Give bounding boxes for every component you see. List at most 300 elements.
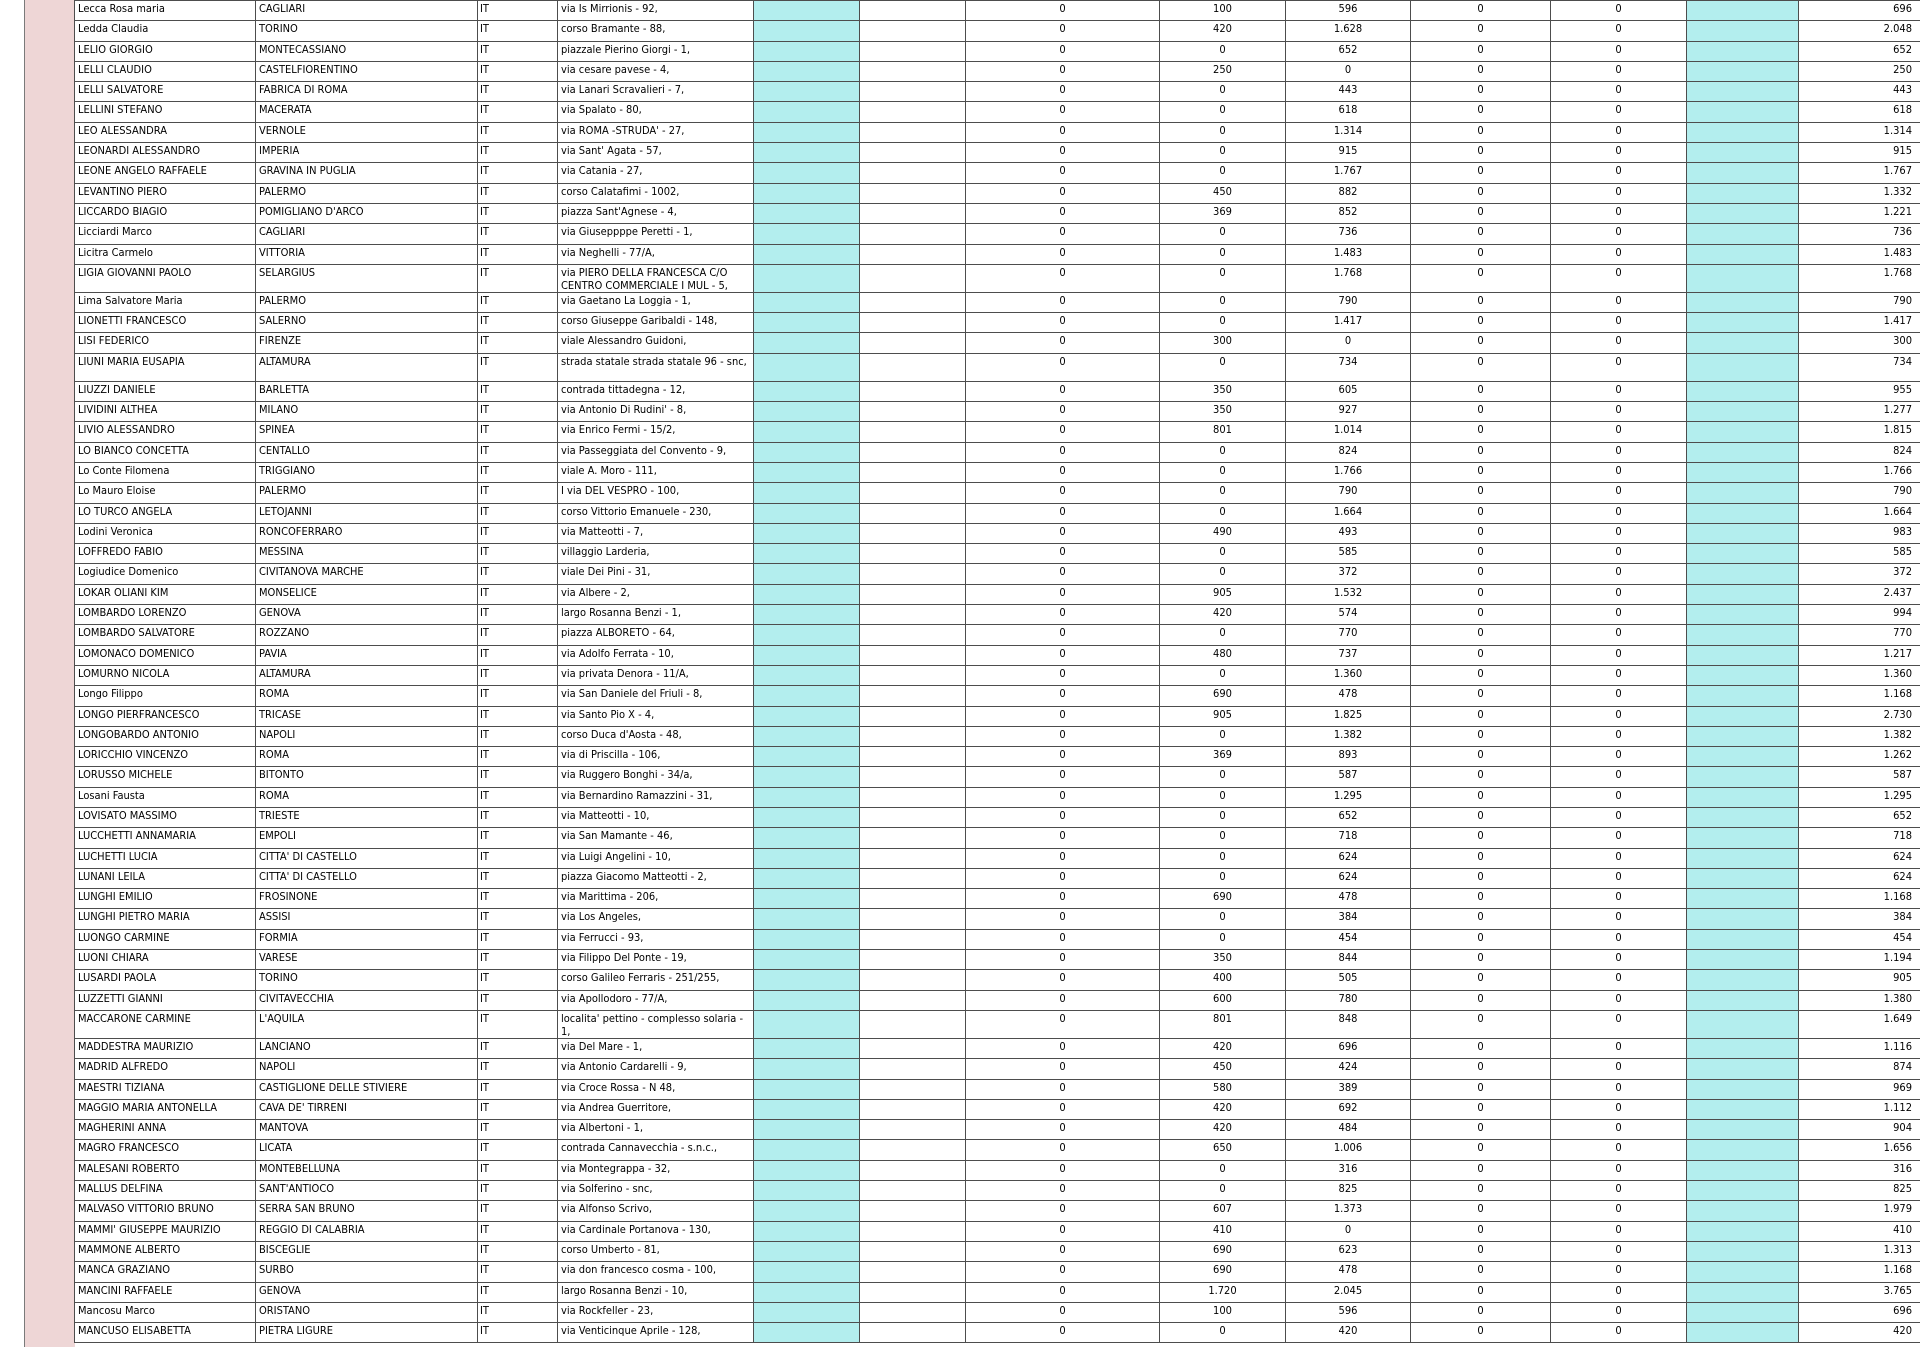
empty-cell	[860, 1302, 966, 1322]
address-cell: piazza Giacomo Matteotti - 2,	[558, 868, 754, 888]
city-cell: CIVITAVECCHIA	[256, 990, 478, 1010]
empty-cell	[860, 333, 966, 353]
highlight-cell	[754, 1282, 860, 1302]
city-cell: SERRA SAN BRUNO	[256, 1201, 478, 1221]
country-cell: IT	[478, 868, 558, 888]
city-cell: BISCEGLIE	[256, 1241, 478, 1261]
value-cell: 0	[1286, 61, 1411, 81]
total-cell: 250	[1799, 61, 1920, 81]
value-cell: 0	[1411, 909, 1551, 929]
country-cell: IT	[478, 402, 558, 422]
name-cell: LUONGO CARMINE	[75, 929, 256, 949]
total-cell: 1.979	[1799, 1201, 1920, 1221]
highlight-cell	[754, 1302, 860, 1322]
total-cell: 2.730	[1799, 706, 1920, 726]
total-cell: 734	[1799, 353, 1920, 381]
country-cell: IT	[478, 1059, 558, 1079]
value-cell: 0	[1411, 970, 1551, 990]
highlight-cell	[1687, 848, 1799, 868]
empty-cell	[860, 523, 966, 543]
name-cell: LUCHETTI LUCIA	[75, 848, 256, 868]
country-cell: IT	[478, 564, 558, 584]
value-cell: 0	[1160, 868, 1286, 888]
empty-cell	[860, 1099, 966, 1119]
name-cell: Licciardi Marco	[75, 224, 256, 244]
highlight-cell	[754, 706, 860, 726]
value-cell: 1.314	[1286, 122, 1411, 142]
value-cell: 100	[1160, 1, 1286, 21]
highlight-cell	[754, 313, 860, 333]
value-cell: 0	[1411, 1010, 1551, 1038]
value-cell: 915	[1286, 143, 1411, 163]
city-cell: SURBO	[256, 1262, 478, 1282]
empty-cell	[860, 807, 966, 827]
city-cell: SELARGIUS	[256, 264, 478, 292]
name-cell: LOMONACO DOMENICO	[75, 645, 256, 665]
total-cell: 1.221	[1799, 203, 1920, 223]
address-cell: corso Bramante - 88,	[558, 21, 754, 41]
city-cell: ALTAMURA	[256, 665, 478, 685]
name-cell: LIVIO ALESSANDRO	[75, 422, 256, 442]
value-cell: 372	[1286, 564, 1411, 584]
name-cell: MADDESTRA MAURIZIO	[75, 1038, 256, 1058]
name-cell: MAESTRI TIZIANA	[75, 1079, 256, 1099]
highlight-cell	[1687, 122, 1799, 142]
city-cell: FABRICA DI ROMA	[256, 82, 478, 102]
empty-cell	[860, 203, 966, 223]
highlight-cell	[754, 686, 860, 706]
highlight-cell	[754, 1059, 860, 1079]
country-cell: IT	[478, 807, 558, 827]
city-cell: FROSINONE	[256, 889, 478, 909]
name-cell: MAMMI' GIUSEPPE MAURIZIO	[75, 1221, 256, 1241]
value-cell: 790	[1286, 292, 1411, 312]
value-cell: 0	[1551, 1160, 1687, 1180]
address-cell: via privata Denora - 11/A,	[558, 665, 754, 685]
highlight-cell	[1687, 1140, 1799, 1160]
city-cell: REGGIO DI CALABRIA	[256, 1221, 478, 1241]
total-cell: 1.168	[1799, 1262, 1920, 1282]
empty-cell	[860, 1120, 966, 1140]
value-cell: 0	[1551, 82, 1687, 102]
country-cell: IT	[478, 1302, 558, 1322]
value-cell: 0	[1551, 848, 1687, 868]
total-cell: 825	[1799, 1181, 1920, 1201]
highlight-cell	[754, 1010, 860, 1038]
address-cell: I via DEL VESPRO - 100,	[558, 483, 754, 503]
table-row	[75, 645, 1920, 665]
highlight-cell	[754, 442, 860, 462]
value-cell: 600	[1160, 990, 1286, 1010]
value-cell: 0	[966, 1323, 1160, 1343]
name-cell: LO BIANCO CONCETTA	[75, 442, 256, 462]
value-cell: 0	[1160, 264, 1286, 292]
city-cell: CAVA DE' TIRRENI	[256, 1099, 478, 1119]
value-cell: 737	[1286, 645, 1411, 665]
value-cell: 0	[966, 82, 1160, 102]
value-cell: 0	[1411, 1059, 1551, 1079]
total-cell: 1.815	[1799, 422, 1920, 442]
address-cell: via PIERO DELLA FRANCESCA C/O CENTRO COMMERCIALE I MUL - 5,	[558, 264, 754, 292]
value-cell: 825	[1286, 1181, 1411, 1201]
value-cell: 0	[1551, 970, 1687, 990]
empty-cell	[860, 1010, 966, 1038]
value-cell: 0	[966, 1079, 1160, 1099]
address-cell: via don francesco cosma - 100,	[558, 1262, 754, 1282]
empty-cell	[860, 1282, 966, 1302]
value-cell: 0	[1411, 868, 1551, 888]
value-cell: 0	[1160, 564, 1286, 584]
address-cell: piazza ALBORETO - 64,	[558, 625, 754, 645]
value-cell: 0	[1411, 767, 1551, 787]
value-cell: 300	[1160, 333, 1286, 353]
highlight-cell	[1687, 381, 1799, 401]
value-cell: 0	[1411, 807, 1551, 827]
highlight-cell	[1687, 706, 1799, 726]
city-cell: VERNOLE	[256, 122, 478, 142]
table-row	[75, 584, 1920, 604]
country-cell: IT	[478, 1038, 558, 1058]
city-cell: POMIGLIANO D'ARCO	[256, 203, 478, 223]
value-cell: 0	[1286, 1221, 1411, 1241]
total-cell: 1.217	[1799, 645, 1920, 665]
country-cell: IT	[478, 163, 558, 183]
value-cell: 100	[1160, 1302, 1286, 1322]
value-cell: 0	[1551, 807, 1687, 827]
table-row	[75, 828, 1920, 848]
value-cell: 0	[1551, 313, 1687, 333]
highlight-cell	[754, 1221, 860, 1241]
empty-cell	[860, 313, 966, 333]
table-row	[75, 950, 1920, 970]
value-cell: 0	[966, 264, 1160, 292]
value-cell: 505	[1286, 970, 1411, 990]
value-cell: 0	[966, 61, 1160, 81]
highlight-cell	[1687, 584, 1799, 604]
empty-cell	[860, 264, 966, 292]
total-cell: 1.417	[1799, 313, 1920, 333]
city-cell: TORINO	[256, 970, 478, 990]
value-cell: 652	[1286, 807, 1411, 827]
value-cell: 0	[1411, 122, 1551, 142]
value-cell: 790	[1286, 483, 1411, 503]
value-cell: 0	[1160, 828, 1286, 848]
highlight-cell	[754, 645, 860, 665]
total-cell: 300	[1799, 333, 1920, 353]
value-cell: 0	[966, 828, 1160, 848]
value-cell: 0	[1551, 1099, 1687, 1119]
empty-cell	[860, 143, 966, 163]
country-cell: IT	[478, 1241, 558, 1261]
value-cell: 0	[1551, 1221, 1687, 1241]
total-cell: 1.767	[1799, 163, 1920, 183]
country-cell: IT	[478, 203, 558, 223]
name-cell: LIUZZI DANIELE	[75, 381, 256, 401]
name-cell: LORUSSO MICHELE	[75, 767, 256, 787]
value-cell: 0	[1551, 909, 1687, 929]
value-cell: 0	[1411, 1038, 1551, 1058]
city-cell: MACERATA	[256, 102, 478, 122]
value-cell: 0	[1411, 102, 1551, 122]
table-row	[75, 1140, 1920, 1160]
empty-cell	[860, 1140, 966, 1160]
value-cell: 2.045	[1286, 1282, 1411, 1302]
empty-cell	[860, 929, 966, 949]
address-cell: via cesare pavese - 4,	[558, 61, 754, 81]
value-cell: 0	[1411, 462, 1551, 482]
country-cell: IT	[478, 224, 558, 244]
address-cell: strada statale strada statale 96 - snc,	[558, 353, 754, 381]
city-cell: NAPOLI	[256, 1059, 478, 1079]
empty-cell	[860, 1323, 966, 1343]
value-cell: 0	[1551, 787, 1687, 807]
total-cell: 994	[1799, 605, 1920, 625]
address-cell: corso Duca d'Aosta - 48,	[558, 726, 754, 746]
name-cell: LISI FEDERICO	[75, 333, 256, 353]
value-cell: 0	[966, 1140, 1160, 1160]
value-cell: 0	[1411, 564, 1551, 584]
name-cell: Logiudice Domenico	[75, 564, 256, 584]
value-cell: 478	[1286, 686, 1411, 706]
city-cell: CAGLIARI	[256, 224, 478, 244]
highlight-cell	[754, 224, 860, 244]
value-cell: 1.767	[1286, 163, 1411, 183]
name-cell: MAGRO FRANCESCO	[75, 1140, 256, 1160]
total-cell: 1.313	[1799, 1241, 1920, 1261]
highlight-cell	[1687, 61, 1799, 81]
table-row	[75, 889, 1920, 909]
name-cell: Ledda Claudia	[75, 21, 256, 41]
highlight-cell	[1687, 264, 1799, 292]
value-cell: 0	[1551, 21, 1687, 41]
empty-cell	[860, 41, 966, 61]
total-cell: 1.262	[1799, 747, 1920, 767]
address-cell: via Antonio Cardarelli - 9,	[558, 1059, 754, 1079]
value-cell: 852	[1286, 203, 1411, 223]
name-cell: MALLUS DELFINA	[75, 1181, 256, 1201]
country-cell: IT	[478, 726, 558, 746]
highlight-cell	[754, 41, 860, 61]
empty-cell	[860, 584, 966, 604]
highlight-cell	[754, 1160, 860, 1180]
table-row	[75, 665, 1920, 685]
empty-cell	[860, 122, 966, 142]
total-cell: 905	[1799, 970, 1920, 990]
name-cell: Lodini Veronica	[75, 523, 256, 543]
country-cell: IT	[478, 244, 558, 264]
empty-cell	[860, 909, 966, 929]
value-cell: 0	[1551, 1140, 1687, 1160]
value-cell: 0	[1551, 828, 1687, 848]
city-cell: GRAVINA IN PUGLIA	[256, 163, 478, 183]
value-cell: 0	[1551, 706, 1687, 726]
address-cell: viale Dei Pini - 31,	[558, 564, 754, 584]
city-cell: MONTEBELLUNA	[256, 1160, 478, 1180]
value-cell: 1.532	[1286, 584, 1411, 604]
value-cell: 0	[966, 402, 1160, 422]
table-row	[75, 442, 1920, 462]
highlight-cell	[754, 82, 860, 102]
value-cell: 420	[1160, 1038, 1286, 1058]
address-cell: via Lanari Scravalieri - 7,	[558, 82, 754, 102]
address-cell: corso Galileo Ferraris - 251/255,	[558, 970, 754, 990]
table-row	[75, 807, 1920, 827]
value-cell: 350	[1160, 950, 1286, 970]
value-cell: 1.360	[1286, 665, 1411, 685]
value-cell: 0	[1551, 1323, 1687, 1343]
highlight-cell	[1687, 1302, 1799, 1322]
highlight-cell	[754, 929, 860, 949]
country-cell: IT	[478, 828, 558, 848]
total-cell: 915	[1799, 143, 1920, 163]
total-cell: 1.332	[1799, 183, 1920, 203]
value-cell: 0	[966, 686, 1160, 706]
value-cell: 0	[1551, 868, 1687, 888]
total-cell: 874	[1799, 1059, 1920, 1079]
country-cell: IT	[478, 544, 558, 564]
highlight-cell	[754, 292, 860, 312]
table-row	[75, 82, 1920, 102]
value-cell: 0	[966, 1059, 1160, 1079]
table-row	[75, 1079, 1920, 1099]
empty-cell	[860, 353, 966, 381]
address-cell: via Rockfeller - 23,	[558, 1302, 754, 1322]
empty-cell	[860, 483, 966, 503]
empty-cell	[860, 462, 966, 482]
city-cell: PIETRA LIGURE	[256, 1323, 478, 1343]
value-cell: 0	[966, 442, 1160, 462]
country-cell: IT	[478, 1323, 558, 1343]
city-cell: TRIESTE	[256, 807, 478, 827]
value-cell: 0	[1411, 605, 1551, 625]
highlight-cell	[1687, 1160, 1799, 1180]
name-cell: Lecca Rosa maria	[75, 1, 256, 21]
left-margin-strip	[24, 0, 75, 1347]
value-cell: 0	[1160, 82, 1286, 102]
value-cell: 0	[966, 483, 1160, 503]
value-cell: 780	[1286, 990, 1411, 1010]
empty-cell	[860, 970, 966, 990]
highlight-cell	[1687, 163, 1799, 183]
name-cell: MALESANI ROBERTO	[75, 1160, 256, 1180]
value-cell: 690	[1160, 686, 1286, 706]
name-cell: Lo Conte Filomena	[75, 462, 256, 482]
total-cell: 904	[1799, 1120, 1920, 1140]
value-cell: 0	[1160, 224, 1286, 244]
address-cell: corso Vittorio Emanuele - 230,	[558, 503, 754, 523]
address-cell: via Matteotti - 7,	[558, 523, 754, 543]
value-cell: 0	[966, 605, 1160, 625]
highlight-cell	[754, 1, 860, 21]
address-cell: localita' pettino - complesso solaria - 1,	[558, 1010, 754, 1038]
value-cell: 0	[966, 1221, 1160, 1241]
value-cell: 0	[1551, 990, 1687, 1010]
country-cell: IT	[478, 1140, 558, 1160]
empty-cell	[860, 828, 966, 848]
value-cell: 0	[1551, 1181, 1687, 1201]
table-row	[75, 970, 1920, 990]
value-cell: 0	[966, 807, 1160, 827]
highlight-cell	[1687, 292, 1799, 312]
country-cell: IT	[478, 665, 558, 685]
value-cell: 0	[966, 1282, 1160, 1302]
highlight-cell	[754, 143, 860, 163]
value-cell: 0	[966, 1, 1160, 21]
value-cell: 0	[1411, 21, 1551, 41]
highlight-cell	[754, 625, 860, 645]
value-cell: 0	[1411, 244, 1551, 264]
value-cell: 0	[1551, 1, 1687, 21]
highlight-cell	[754, 909, 860, 929]
value-cell: 0	[966, 1302, 1160, 1322]
table-row	[75, 422, 1920, 442]
value-cell: 0	[1551, 462, 1687, 482]
city-cell: RONCOFERRARO	[256, 523, 478, 543]
value-cell: 478	[1286, 889, 1411, 909]
country-cell: IT	[478, 1181, 558, 1201]
address-cell: corso Giuseppe Garibaldi - 148,	[558, 313, 754, 333]
value-cell: 0	[1551, 645, 1687, 665]
city-cell: GENOVA	[256, 1282, 478, 1302]
highlight-cell	[754, 264, 860, 292]
city-cell: SPINEA	[256, 422, 478, 442]
highlight-cell	[1687, 929, 1799, 949]
total-cell: 983	[1799, 523, 1920, 543]
table-row	[75, 625, 1920, 645]
address-cell: largo Rosanna Benzi - 1,	[558, 605, 754, 625]
value-cell: 0	[1160, 726, 1286, 746]
table-row	[75, 1160, 1920, 1180]
total-cell: 1.382	[1799, 726, 1920, 746]
value-cell: 250	[1160, 61, 1286, 81]
value-cell: 0	[1160, 462, 1286, 482]
value-cell: 0	[1551, 564, 1687, 584]
table-row	[75, 990, 1920, 1010]
value-cell: 1.382	[1286, 726, 1411, 746]
empty-cell	[860, 564, 966, 584]
value-cell: 400	[1160, 970, 1286, 990]
table-row	[75, 183, 1920, 203]
value-cell: 0	[1411, 381, 1551, 401]
highlight-cell	[1687, 503, 1799, 523]
city-cell: VARESE	[256, 950, 478, 970]
value-cell: 0	[966, 203, 1160, 223]
value-cell: 0	[1411, 1120, 1551, 1140]
value-cell: 0	[1160, 122, 1286, 142]
value-cell: 0	[966, 1201, 1160, 1221]
country-cell: IT	[478, 442, 558, 462]
country-cell: IT	[478, 1099, 558, 1119]
value-cell: 0	[966, 313, 1160, 333]
value-cell: 0	[966, 929, 1160, 949]
empty-cell	[860, 292, 966, 312]
empty-cell	[860, 665, 966, 685]
city-cell: LETOJANNI	[256, 503, 478, 523]
empty-cell	[860, 1, 966, 21]
table-row	[75, 1282, 1920, 1302]
value-cell: 893	[1286, 747, 1411, 767]
total-cell: 2.437	[1799, 584, 1920, 604]
total-cell: 420	[1799, 1323, 1920, 1343]
name-cell: LUNGHI EMILIO	[75, 889, 256, 909]
value-cell: 0	[1551, 122, 1687, 142]
value-cell: 420	[1160, 1099, 1286, 1119]
city-cell: CENTALLO	[256, 442, 478, 462]
empty-cell	[860, 21, 966, 41]
value-cell: 0	[966, 1181, 1160, 1201]
highlight-cell	[754, 1038, 860, 1058]
value-cell: 0	[966, 143, 1160, 163]
